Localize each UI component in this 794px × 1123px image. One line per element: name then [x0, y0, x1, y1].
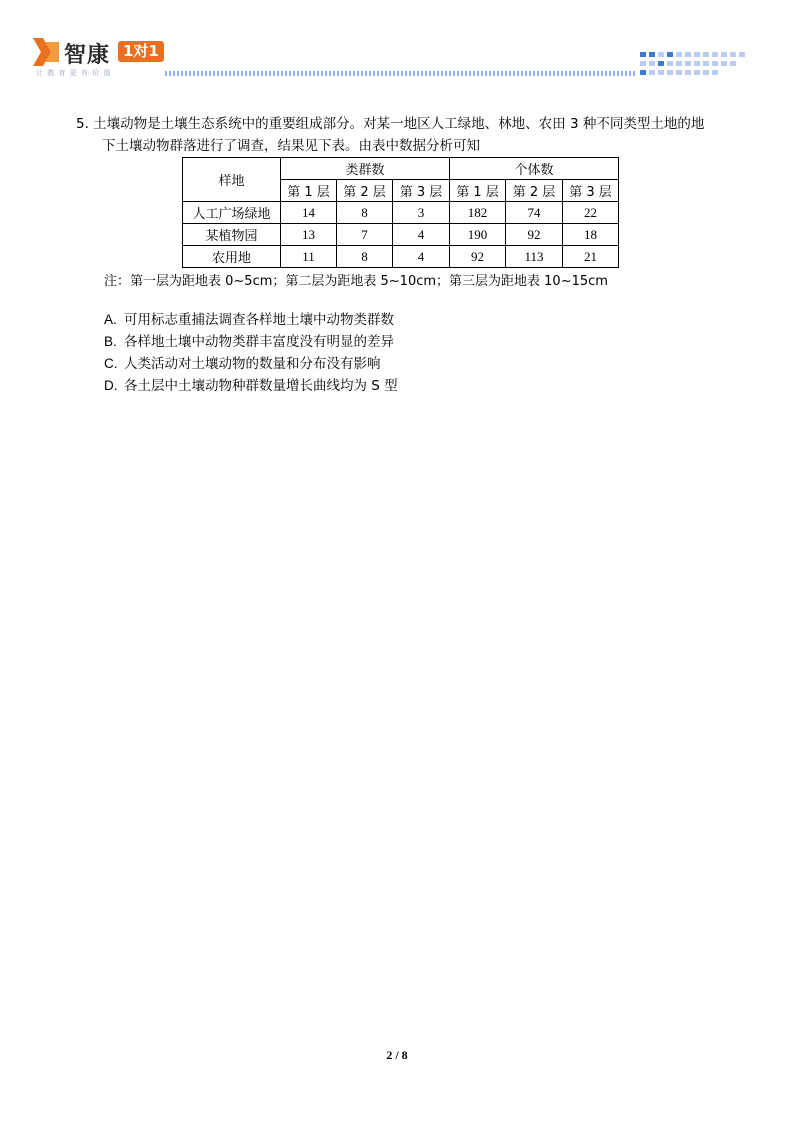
table-cell: 21: [563, 246, 619, 268]
subheader-cell: 第 1 层: [281, 180, 337, 202]
answer-options: [104, 309, 398, 397]
header-dot-pattern: [640, 50, 750, 82]
header-divider: [165, 71, 635, 76]
option-text: 各土层中土壤动物种群数量增长曲线均为 S 型: [124, 378, 398, 394]
subheader-cell: 第 3 层: [393, 180, 450, 202]
brand-slogan: 让 教 育 更 有 价 值: [36, 69, 112, 77]
table-row: [183, 202, 619, 224]
table-cell: 74: [506, 202, 563, 224]
question-text-line1: 5. 土壤动物是土壤生态系统中的重要组成部分。对某一地区人工绿地、林地、农田 3 种不同类型土地的地: [76, 116, 705, 132]
table-corner-header: 样地: [183, 158, 281, 202]
table-cell: 7: [337, 224, 393, 246]
table-cell: 8: [337, 246, 393, 268]
group-header-individuals: 个体数: [450, 158, 619, 180]
table-row: [183, 246, 619, 268]
row-label: 人工广场绿地: [183, 202, 281, 224]
table-cell: 3: [393, 202, 450, 224]
page-header: [0, 0, 794, 90]
zhikang-logo-icon: [33, 38, 59, 66]
table-cell: 11: [281, 246, 337, 268]
option-text: 人类活动对土壤动物的数量和分布没有影响: [124, 356, 381, 372]
group-header-taxa: 类群数: [281, 158, 450, 180]
table-row: [183, 224, 619, 246]
question-stem: [76, 113, 736, 157]
option-letter: B.: [104, 334, 117, 349]
table-cell: 13: [281, 224, 337, 246]
table-cell: 8: [337, 202, 393, 224]
table-header-row: [183, 158, 619, 180]
subheader-cell: 第 2 层: [337, 180, 393, 202]
table-cell: 14: [281, 202, 337, 224]
soil-fauna-table: [182, 157, 619, 268]
option-letter: C.: [104, 356, 118, 371]
table-cell: 18: [563, 224, 619, 246]
question-text-line2: 下土壤动物群落进行了调查，结果见下表。由表中数据分析可知: [102, 138, 480, 154]
brand-badge: 1对1: [118, 41, 164, 62]
option-letter: A.: [104, 312, 117, 327]
row-label: 农用地: [183, 246, 281, 268]
table-cell: 113: [506, 246, 563, 268]
option-a[interactable]: [104, 309, 398, 331]
row-label: 某植物园: [183, 224, 281, 246]
page-number: 2 / 8: [386, 1048, 408, 1062]
table-cell: 4: [393, 246, 450, 268]
table-cell: 92: [450, 246, 506, 268]
option-c[interactable]: [104, 353, 398, 375]
table-cell: 92: [506, 224, 563, 246]
table-cell: 182: [450, 202, 506, 224]
option-text: 各样地土壤中动物类群丰富度没有明显的差异: [124, 334, 394, 350]
subheader-cell: 第 3 层: [563, 180, 619, 202]
option-letter: D.: [104, 378, 118, 393]
table-note: 注：第一层为距地表 0~5cm；第二层为距地表 5~10cm；第三层为距地表 10~15cm: [104, 274, 608, 289]
option-text: 可用标志重捕法调查各样地土壤中动物类群数: [124, 312, 394, 328]
subheader-cell: 第 1 层: [450, 180, 506, 202]
brand-name: 智康: [64, 43, 111, 68]
subheader-cell: 第 2 层: [506, 180, 563, 202]
table-cell: 190: [450, 224, 506, 246]
option-d[interactable]: [104, 375, 398, 397]
table-cell: 22: [563, 202, 619, 224]
option-b[interactable]: [104, 331, 398, 353]
table-cell: 4: [393, 224, 450, 246]
